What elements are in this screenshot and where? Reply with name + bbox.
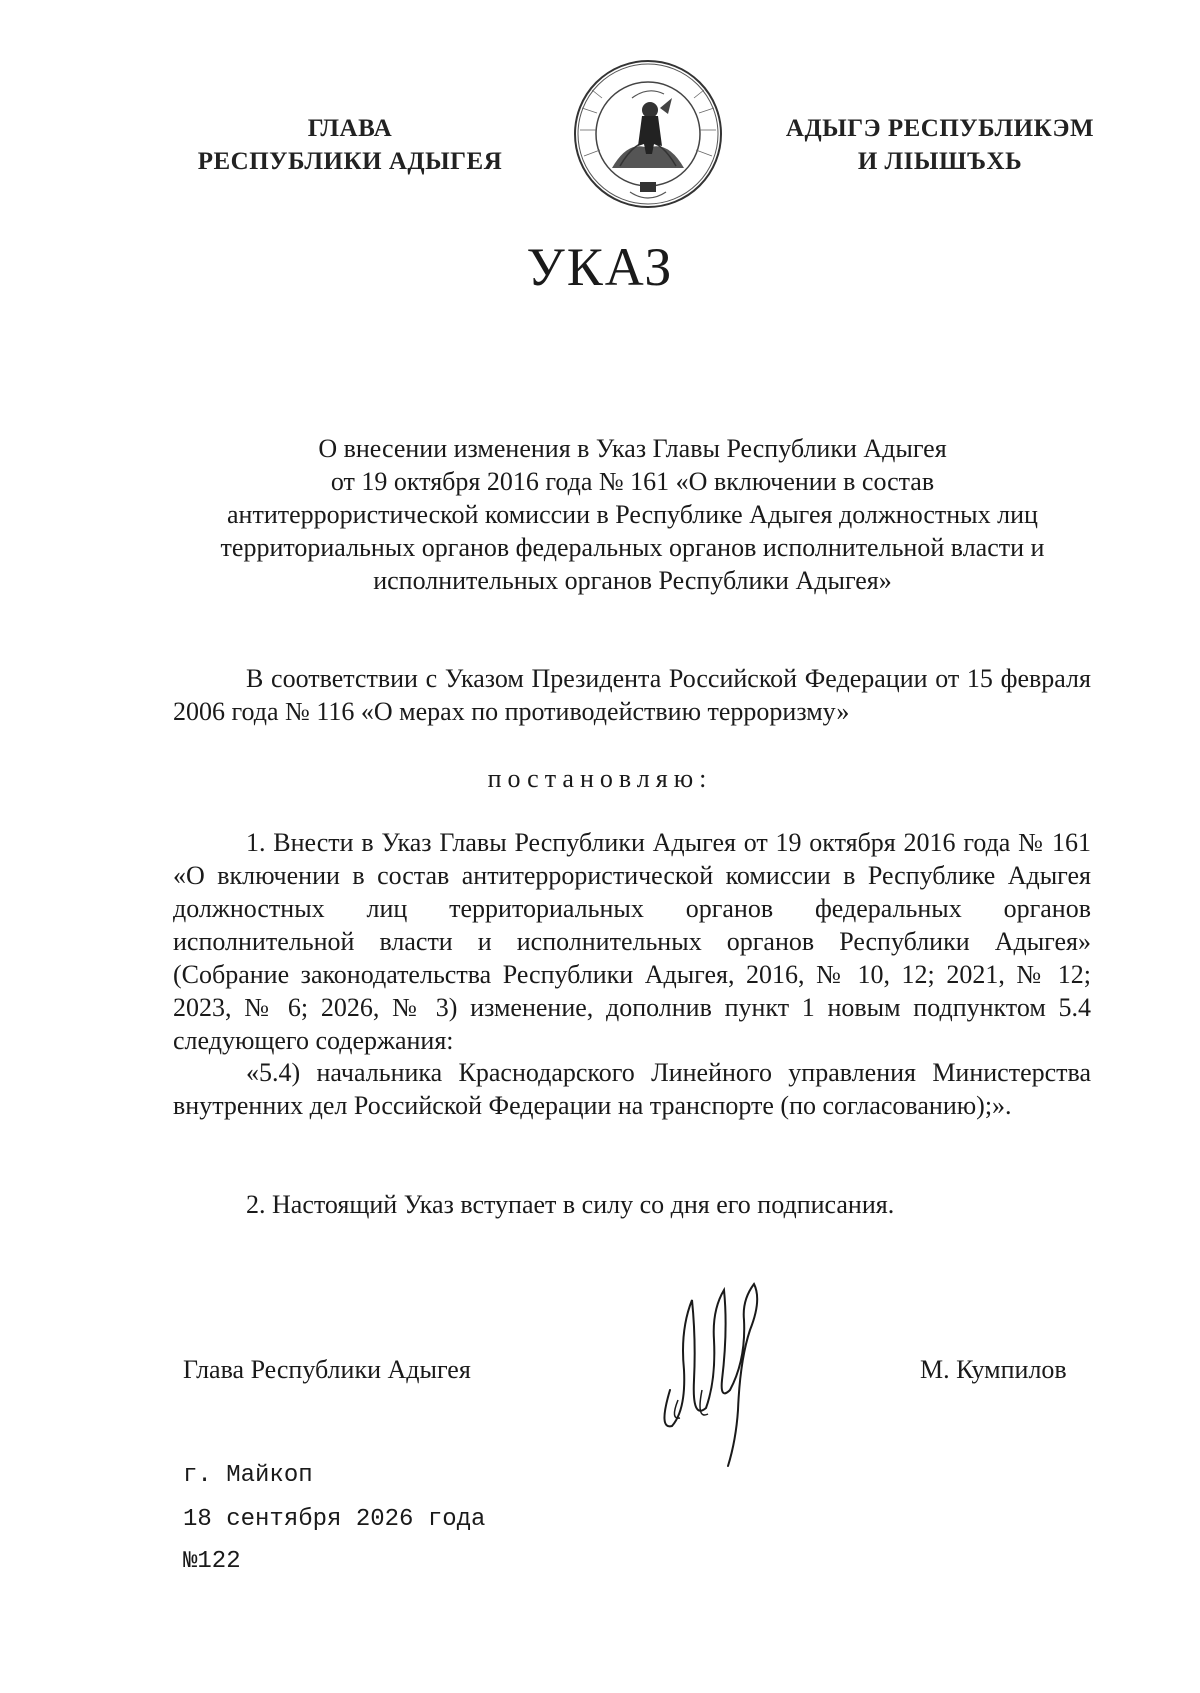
subject-line: антитеррористической комиссии в Республике Адыгея должностных лиц xyxy=(227,500,1038,529)
preamble-paragraph: В соответствии с Указом Президента Российской Федерации от 15 февраля 2006 года № 116 «О мерах по противодействию терроризму» xyxy=(173,664,1091,726)
document-subject xyxy=(170,432,1095,597)
document-title: УКАЗ xyxy=(526,237,674,297)
subject-line: территориальных органов федеральных органов исполнительной власти и xyxy=(220,533,1045,562)
header-left-line1: ГЛАВА xyxy=(307,115,393,142)
decree-number: №122 xyxy=(183,1548,241,1575)
issue-city: г. Майкоп xyxy=(183,1462,313,1489)
subject-line: от 19 октября 2016 года № 161 «О включении в состав xyxy=(330,467,935,496)
signatory-name: М. Кумпилов xyxy=(920,1355,1067,1384)
header-left xyxy=(160,112,540,178)
item-1-paragraph: 1. Внести в Указ Главы Республики Адыгея от 19 октября 2016 года № 161 «О включении в состав антитеррористической комиссии в Республике Адыгея должностных лиц территориальных органов федеральных органов исполнительной власти и исполнительных органов Республики Адыгея» (Собрание законодательства Республики Адыгея, 2016, № 10, 12; 2021, № 12; 2023, № 6; 2026, № 3) изменение, дополнив пункт 1 новым подпунктом 5.4 следующего содержания: xyxy=(173,828,1091,1055)
header-right-line1: АДЫГЭ РЕСПУБЛИКЭМ xyxy=(785,115,1095,142)
subject-line: О внесении изменения в Указ Главы Республики Адыгея xyxy=(318,434,947,463)
adygea-coat-of-arms-icon xyxy=(572,58,724,210)
header-right xyxy=(740,112,1140,178)
issue-date: 18 сентября 2026 года xyxy=(183,1506,486,1533)
header-right-line2: И ЛІЫШЪХЬ xyxy=(857,148,1023,175)
item-2-paragraph: 2. Настоящий Указ вступает в силу со дня его подписания. xyxy=(246,1190,895,1219)
handwritten-signature-icon xyxy=(650,1270,780,1470)
subject-line: исполнительных органов Республики Адыгея» xyxy=(373,566,892,595)
item-1-quote-paragraph: «5.4) начальника Краснодарского Линейного управления Министерства внутренних дел Российской Федерации на транспорте (по согласованию);». xyxy=(173,1058,1091,1120)
signatory-position: Глава Республики Адыгея xyxy=(183,1355,471,1384)
decree-word: постановляю: xyxy=(487,764,713,793)
header-left-line2: РЕСПУБЛИКИ АДЫГЕЯ xyxy=(197,148,503,175)
